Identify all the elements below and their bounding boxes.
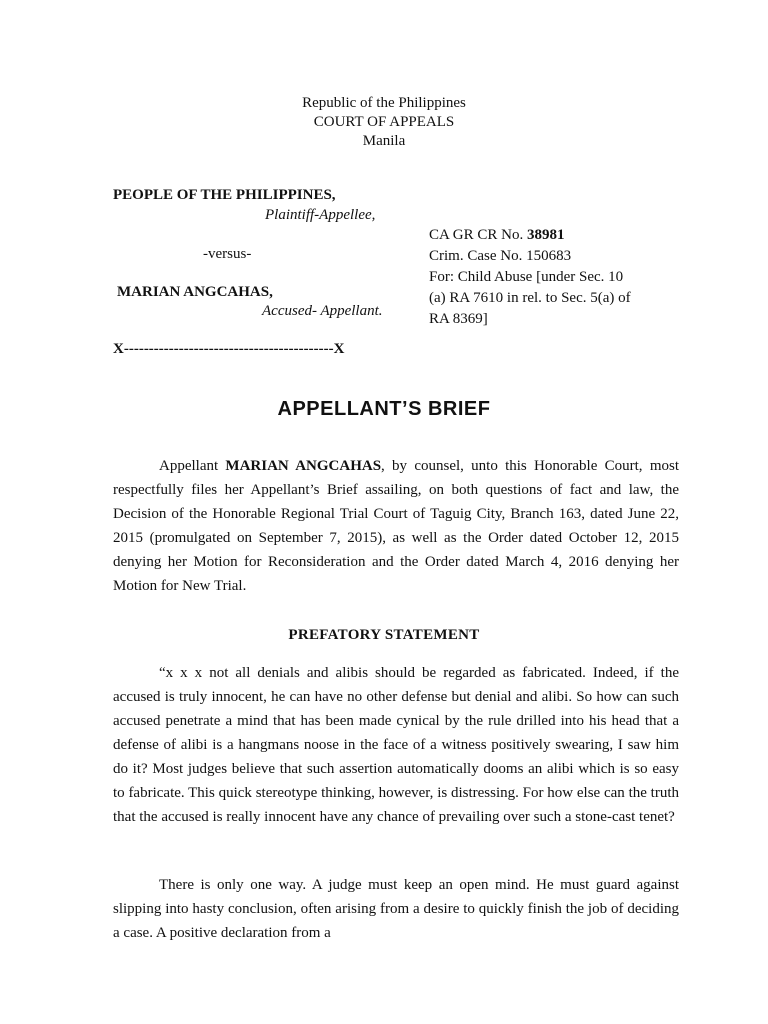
versus-label: -versus- [203,246,252,262]
intro-paragraph: Appellant MARIAN ANGCAHAS, by counsel, unto this Honorable Court, most respectfully files her Appellant’s Brief assailing, on both questions of fact and law, the Decision of the Honorable Regional Trial Court of Taguig City, Branch 163, dated June 22, 2015 (promulgated on September 7, 2015), as well as the Order dated October 12, 2015 denying her Motion for Reconsideration and the Order dated March 4, 2016 denying her Motion for New Trial. [113,458,679,594]
plaintiff-name: PEOPLE OF THE PHILIPPINES, [113,187,336,203]
prefatory-heading: PREFATORY STATEMENT [288,627,480,643]
document-title: APPELLANT’S BRIEF [277,398,491,420]
case-info-block [429,225,679,330]
appellant-name: MARIAN ANGCAHAS [225,458,382,474]
plaintiff-role: Plaintiff-Appellee, [265,207,376,223]
header-republic: Republic of the Philippines [302,95,466,111]
quote-paragraph: “x x x not all denials and alibis should be regarded as fabricated. Indeed, if the accused is truly innocent, he can have no other defense but denial and alibi. So how can such accused penetrate a mind that has been made cynical by the rule drilled into his head that a defense of alibi is a hangmans noose in the face of a witness positively swearing, I saw him do it? Most judges believe that such assertion automatically dooms an alibi which is so easy to fabricate. This quick stereotype thinking, however, is distressing. For how else can the truth that the accused is really innocent have any chance of prevailing over such a stone-cast tenet? [113,665,679,825]
charge-line-1: For: Child Abuse [under Sec. 10 [429,269,624,285]
crim-case-number: Crim. Case No. 150683 [429,248,572,264]
caption-separator: X------------------------------------------X [113,341,345,357]
header-court: COURT OF APPEALS [313,114,455,130]
charge-line-2: (a) RA 7610 in rel. to Sec. 5(a) of [429,290,631,306]
accused-name: MARIAN ANGCAHAS, [117,284,273,300]
ca-case-number: CA GR CR No. 38981 [429,227,565,243]
accused-role: Accused- Appellant. [262,303,383,319]
body-paragraph: There is only one way. A judge must keep an open mind. He must guard against slipping into hasty conclusion, often arising from a desire to quickly finish the job of deciding a case. A positive declaration from a [113,877,679,941]
header-city: Manila [362,133,406,149]
charge-line-3: RA 8369] [429,311,488,327]
